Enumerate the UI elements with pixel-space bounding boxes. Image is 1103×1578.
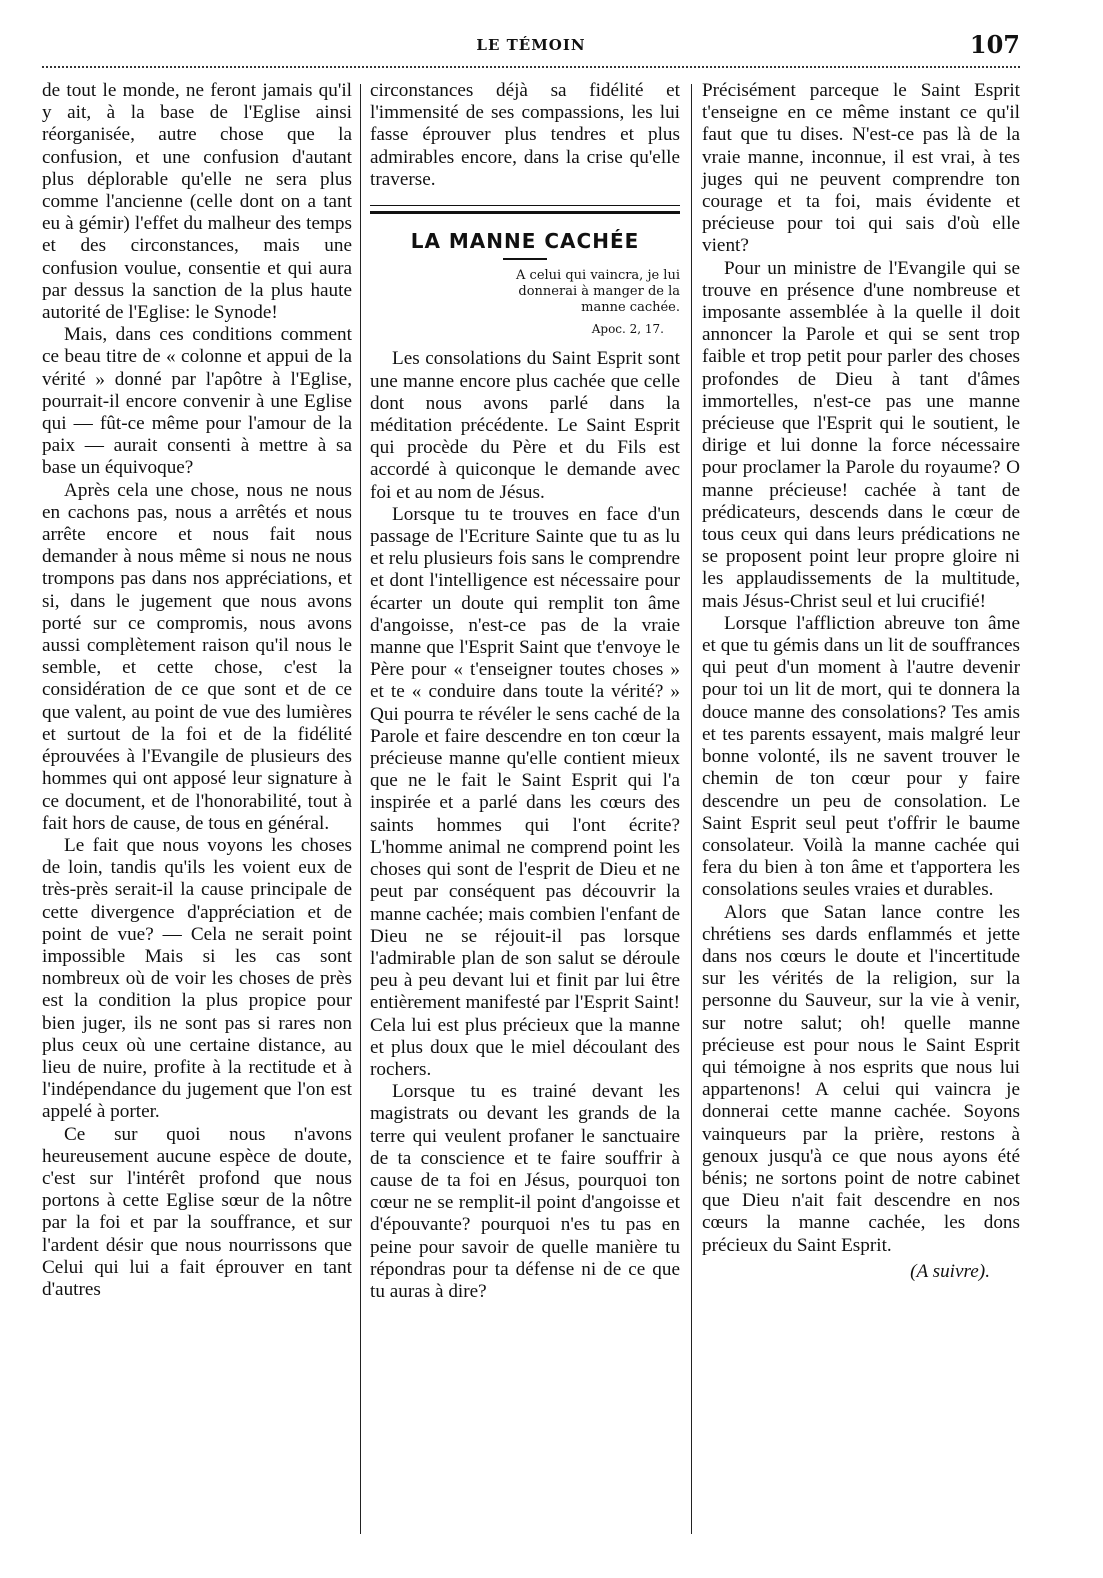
paragraph: Pour un ministre de l'Evangile qui se trouve en présence d'une nombreuse et imposante assemblée à la quelle il doit annoncer la Parole et qui se sent trop faible et trop petit pour parler des choses profondes de Dieu à tant d'âmes immortelles, n'est-ce pas une manne précieuse que l'Esprit qui le soutient, le dirige et lui donne la force nécessaire pour proclamer la Parole du royaume? O manne précieuse! cachée à tant de prédicateurs, descends dans le cœur de tous ceux qui dans leurs prédications ne se proposent point leur propre gloire ni les applaudissements de la multitude, mais Jésus-Christ seul et lui crucifié! (702, 257, 1020, 612)
paragraph: Alors que Satan lance contre les chrétiens ses dards enflammés et jette dans nos cœurs le doute et l'incertitude sur les vérités de la religion, sur la personne du Sauveur, sur la vie à venir, sur notre salut; oh! quelle manne précieuse est pour nous le Saint Esprit qui témoigne à nos esprits que nous lui appartenons! A celui qui vaincra je donnerai cette manne cachée. Soyons vainqueurs par la prière, restons à genoux jusqu'à ce que nous ayons été bénis; ne sortons point de notre cabinet que Dieu n'ait fait descendre en nos cœurs la manne cachée, les dons précieux du Saint Esprit. (702, 901, 1020, 1256)
to-be-continued: (A suivre). (910, 1260, 990, 1282)
epigraph: A celui qui vaincra, je lui donnerai à manger de la manne cachée. (516, 268, 680, 316)
paragraph: Après cela une chose, nous ne nous en cachons pas, nous a arrêtés et nous arrête encore et nous fait nous demander à nous même si nous ne nous trompons pas dans nos appréciations, et si, dans le jugement que nous avons porté sur ce compromis, nous avons aussi complètement raison qu'il nous le semble, et cette chose, c'est la considération de ce que sont et de ce que valent, au point de vue des lumières et surtout de la foi et de la fidélité éprouvées à l'Evangile de plusieurs des hommes qui ont apposé leur signature à ce document, et de l'honorabilité, tout à fait hors de cause, de tous en général. (42, 479, 352, 834)
running-head (42, 30, 1020, 64)
epigraph-reference: Apoc. 2, 17. (591, 322, 664, 337)
paragraph: Les consolations du Saint Esprit sont une manne encore plus cachée que celle dont nous avons parlé dans la méditation précédente. Le Saint Esprit qui procède du Père et du Fils est accordé à quiconque le demande avec foi et au nom de Jésus. (370, 348, 680, 503)
paragraph: Lorsque tu es trainé devant les magistrats ou devant les grands de la terre qui veulent profaner le sanctuaire de ta conscience et te faire souffrir à cause de ta foi en Jésus, pourquoi ton cœur ne se remplit-il point d'angoisse et d'épouvante? pourquoi n'es tu pas en peine pour savoir de quelle manière tu répondras pour ta défense ni de ce que tu auras à dire? (370, 1081, 680, 1302)
paragraph: Lorsque l'affliction abreuve ton âme et que tu gémis dans un lit de souffrances qui peut d'un moment à l'autre devenir pour toi un lit de mort, qui te donnera la douce manne des consolations? Tes amis et tes parents essayent, mais malgré leur bonne volonté, ils ne savent trouver le chemin de ton cœur pour y faire descendre un peu de consolation. Le Saint Esprit seul peut t'offrir le baume consolateur. Voilà la manne cachée qui fera du bien à ton âme et t'apportera les consolations seules vraies et durables. (702, 612, 1020, 901)
paragraph: circonstances déjà sa fidélité et l'immensité de ses compassions, les lui fasse éprouver plus tendres et plus admirables encore, dans la crise qu'elle traverse. (370, 80, 680, 190)
journal-title: LE TÉMOIN (476, 36, 586, 54)
page-number: 107 (969, 30, 1020, 59)
title-dash (503, 258, 547, 260)
paragraph: Ce sur quoi nous n'avons heureusement aucune espèce de doute, c'est sur l'intérêt profond que nous portons à cette Eglise sœur de la nôtre par la foi et par la souffrance, et sur l'ardent désir que nous nourrissons que Celui qui lui a fait éprouver en tant d'autres (42, 1123, 352, 1300)
paragraph: Lorsque tu te trouves en face d'un passage de l'Ecriture Sainte que tu as lu et relu plusieurs fois sans le comprendre et dont l'intelligence est nécessaire pour écarter un doute qui remplit ton âme d'angoisse, n'est-ce pas de la vraie manne que l'Esprit Saint que t'envoye le Père pour « t'enseigner toutes choses » et te « conduire dans toute la vérité? » Qui pourra te révéler le sens caché de la Parole et faire descendre en ton cœur la précieuse manne qu'elle contient mieux que ne le fait le Saint Esprit qui l'a inspirée et a parlé dans les cœurs des saints hommes qui l'ont écrite? L'homme animal ne comprend point les choses qui sont de l'esprit de Dieu et ne peut par conséquent pas découvrir la manne cachée; mais combien l'enfant de Dieu ne se réjouit-il pas lorsque l'admirable plan de son salut se déroule peu à peu devant lui et finit par lui être entièrement manifesté par l'Esprit Saint! Cela lui est plus précieux que la manne et plus doux que le miel découlant des rochers. (370, 503, 680, 1080)
header-rule (42, 66, 1020, 68)
paragraph: Précisément parceque le Saint Esprit t'enseigne en ce même instant ce qu'il faut que tu dises. N'est-ce pas là de la vraie manne, inconnue, il est vrai, à tes juges qui ne peuvent comprendre ton courage et ta foi, mais évidente et précieuse pour toi qui sais d'où elle vient? (702, 80, 1020, 257)
column-rule (360, 84, 361, 1534)
column-3 (702, 80, 1020, 1283)
column-2 (370, 80, 680, 1303)
section-separator (370, 205, 680, 214)
paragraph: Le fait que nous voyons les choses de loin, tandis qu'ils les voient eux de très-près serait-il la cause principale de cette divergence d'appréciation et de point de vue? — Cela ne serait point impossible Mais si les cas sont nombreux où de voir les choses de près est la condition la plus propice pour bien juger, ils ne sont pas si rares non plus ceux où une certaine distance, au lieu de nuire, profite à la rectitude et à l'indépendance du jugement que l'on est appelé à porter. (42, 834, 352, 1123)
column-1 (42, 80, 352, 1301)
section-title: LA MANNE CACHÉE (410, 229, 640, 254)
column-rule (691, 84, 692, 1534)
paragraph: de tout le monde, ne feront jamais qu'il y ait, à la base de l'Eglise ainsi réorganisée, autre chose que la confusion, et une confusion d'autant plus déplorable qu'elle ne sera plus comme l'ancienne (celle dont on a tant eu à gémir) l'effet du malheur des temps et des circonstances, mais une confusion voulue, consentie et qui aura par dessus la sanction de la plus haute autorité de l'Eglise: le Synode! (42, 80, 352, 324)
paragraph: Mais, dans ces conditions comment ce beau titre de « colonne et appui de la vérité » donné par l'apôtre à l'Eglise, pourrait-il encore convenir à une Eglise qui — fût-ce même pour l'amour de la paix — aurait consenti à mettre à sa base un équivoque? (42, 324, 352, 479)
